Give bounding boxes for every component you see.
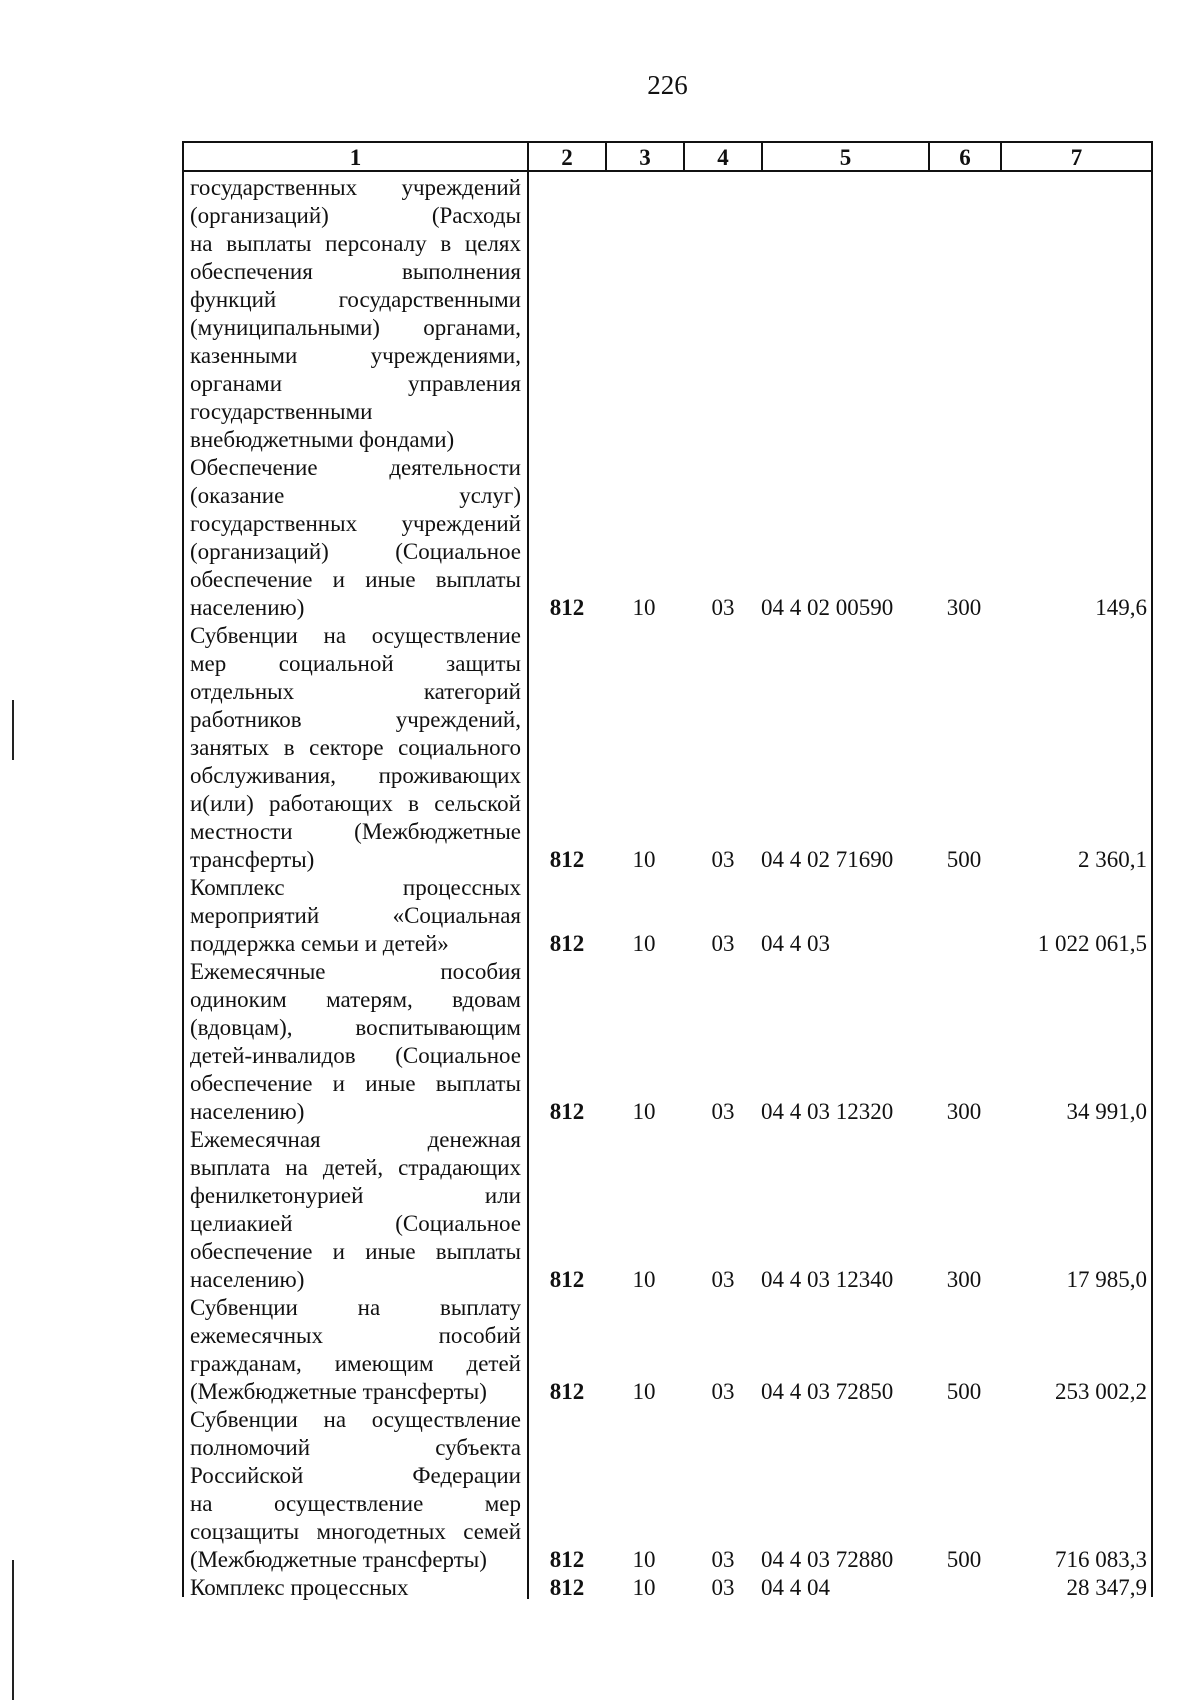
cell-c4: 03 <box>711 1379 735 1404</box>
description-line: населению) <box>190 595 305 620</box>
row-description <box>190 958 521 1126</box>
description-line: обеспечение и иные выплаты <box>190 567 521 592</box>
description-line: (муниципальными) органами, <box>190 315 521 340</box>
row-description <box>190 1574 521 1602</box>
header-cell-4: 4 <box>717 145 729 170</box>
cell-c3: 10 <box>632 1267 656 1292</box>
cell-c6: 300 <box>946 1267 982 1292</box>
cell-c6 <box>934 930 994 958</box>
cell-c6: 300 <box>946 595 982 620</box>
row-description <box>190 454 521 622</box>
cell-c4 <box>703 426 743 454</box>
scan-edge-mark <box>12 1560 14 1700</box>
cell-c5: 04 4 03 12340 <box>761 1267 894 1292</box>
description-line: населению) <box>190 1267 305 1292</box>
cell-c6 <box>934 426 994 454</box>
cell-c7: 2 360,1 <box>1078 847 1147 872</box>
description-line: мер социальной защиты <box>190 651 521 676</box>
description-line: детей-инвалидов (Социальное <box>190 1043 521 1068</box>
row-description <box>190 1126 521 1294</box>
cell-c2: 812 <box>549 1099 585 1124</box>
description-line: Ежемесячная денежная <box>190 1127 521 1152</box>
description-line: казенными учреждениями, <box>190 343 521 368</box>
cell-c4: 03 <box>711 1575 735 1600</box>
description-line: внебюджетными фондами) <box>190 427 455 452</box>
description-line: (вдовцам), воспитывающим <box>190 1015 521 1040</box>
cell-c4: 03 <box>711 1267 735 1292</box>
description-line: одиноким матерям, вдовам <box>190 987 521 1012</box>
cell-c7: 1 022 061,5 <box>1037 931 1147 956</box>
description-line: Обеспечение деятельности <box>190 455 521 480</box>
cell-c6: 300 <box>946 1099 982 1124</box>
row-description <box>190 174 521 454</box>
cell-c5: 04 4 03 <box>761 931 830 956</box>
header-cell-2: 2 <box>561 145 573 170</box>
cell-c5: 04 4 03 72850 <box>761 1379 894 1404</box>
description-line: выплата на детей, страдающих <box>190 1155 521 1180</box>
cell-c4: 03 <box>711 1099 735 1124</box>
cell-c4: 03 <box>711 847 735 872</box>
row-description <box>190 1294 521 1406</box>
description-line: отдельных категорий <box>190 679 521 704</box>
description-line: населению) <box>190 1099 305 1124</box>
cell-c3: 10 <box>632 847 656 872</box>
description-line: обеспечение и иные выплаты <box>190 1239 521 1264</box>
cell-c5: 04 4 02 00590 <box>761 595 894 620</box>
cell-c6: 500 <box>946 847 982 872</box>
description-line: государственными <box>190 399 373 424</box>
cell-c7: 17 985,0 <box>1066 1267 1147 1292</box>
description-line: Субвенции на осуществление <box>190 1407 521 1432</box>
description-line: мероприятий «Социальная <box>190 903 521 928</box>
cell-c4: 03 <box>711 1547 735 1572</box>
cell-c3 <box>624 426 664 454</box>
header-cell-3: 3 <box>639 145 651 170</box>
cell-c2: 812 <box>549 1267 585 1292</box>
cell-c6: 500 <box>946 1547 982 1572</box>
description-line: Субвенции на выплату <box>190 1295 521 1320</box>
cell-c2: 812 <box>549 847 585 872</box>
description-line: обеспечения выполнения <box>190 259 521 284</box>
cell-c7 <box>1004 426 1147 454</box>
cell-c7: 253 002,2 <box>1055 1379 1147 1404</box>
scan-edge-mark <box>12 700 14 760</box>
header-cell-1: 1 <box>349 145 362 170</box>
description-line: поддержка семьи и детей» <box>190 931 449 956</box>
description-line: фенилкетонурией или <box>190 1183 521 1208</box>
cell-c2: 812 <box>549 931 585 956</box>
cell-c3: 10 <box>632 1547 656 1572</box>
header-cell-5: 5 <box>839 145 852 170</box>
description-line: (организаций) (Социальное <box>190 539 521 564</box>
cell-c6 <box>934 1574 994 1602</box>
cell-c7: 28 347,9 <box>1066 1575 1147 1600</box>
description-line: гражданам, имеющим детей <box>190 1351 521 1376</box>
description-line: (организаций) (Расходы <box>190 203 521 228</box>
description-line: (Межбюджетные трансферты) <box>190 1547 487 1572</box>
cell-c3: 10 <box>632 1099 656 1124</box>
description-line: обслуживания, проживающих <box>190 763 521 788</box>
table-header-row <box>184 143 1151 172</box>
cell-c3: 10 <box>632 595 656 620</box>
description-line: государственных учреждений <box>190 511 521 536</box>
description-line: обеспечение и иные выплаты <box>190 1071 521 1096</box>
cell-c2: 812 <box>549 1575 585 1600</box>
description-line: трансферты) <box>190 847 315 872</box>
description-line: и(или) работающих в сельской <box>190 791 521 816</box>
cell-c2 <box>547 426 587 454</box>
description-line: Комплекс процессных <box>190 875 521 900</box>
column-divider <box>928 143 930 172</box>
cell-c5: 04 4 03 72880 <box>761 1547 894 1572</box>
description-line: государственных учреждений <box>190 175 521 200</box>
cell-c2: 812 <box>549 1547 585 1572</box>
cell-c4: 03 <box>711 595 735 620</box>
column-divider <box>761 143 763 172</box>
cell-c2: 812 <box>549 1379 585 1404</box>
description-line: занятых в секторе социального <box>190 735 521 760</box>
description-line: местности (Межбюджетные <box>190 819 521 844</box>
cell-c4: 03 <box>711 931 735 956</box>
description-line: (Межбюджетные трансферты) <box>190 1379 487 1404</box>
description-line: на осуществление мер <box>190 1491 521 1516</box>
header-cell-7: 7 <box>1070 145 1083 170</box>
cell-c3: 10 <box>632 1379 656 1404</box>
description-line: Комплекс процессных <box>190 1575 409 1600</box>
description-line: функций государственными <box>190 287 521 312</box>
column-divider <box>1000 143 1002 172</box>
budget-table <box>182 141 1153 1600</box>
cell-c5: 04 4 03 12320 <box>761 1099 894 1124</box>
cell-c5: 04 4 04 <box>761 1575 830 1600</box>
cell-c7: 149,6 <box>1095 595 1147 620</box>
description-line: Ежемесячные пособия <box>190 959 521 984</box>
description-line: (оказание услуг) <box>190 483 521 508</box>
description-line: соцзащиты многодетных семей <box>190 1519 521 1544</box>
column-divider <box>683 143 685 172</box>
column-divider <box>527 143 529 1599</box>
description-line: работников учреждений, <box>190 707 521 732</box>
description-line: органами управления <box>190 371 521 396</box>
cell-c7: 34 991,0 <box>1066 1099 1147 1124</box>
cell-c5: 04 4 02 71690 <box>761 847 894 872</box>
description-line: целиакией (Социальное <box>190 1211 521 1236</box>
cell-c6: 500 <box>946 1379 982 1404</box>
cell-c5 <box>761 426 961 454</box>
row-description <box>190 622 521 874</box>
row-description <box>190 874 521 958</box>
cell-c3: 10 <box>632 1575 656 1600</box>
column-divider <box>605 143 607 172</box>
cell-c2: 812 <box>549 595 585 620</box>
description-line: на выплаты персоналу в целях <box>190 231 521 256</box>
description-line: Субвенции на осуществление <box>190 623 521 648</box>
page-number: 226 <box>647 70 688 100</box>
description-line: полномочий субъекта <box>190 1435 521 1460</box>
cell-c7: 716 083,3 <box>1055 1547 1147 1572</box>
row-description <box>190 1406 521 1574</box>
header-cell-6: 6 <box>959 145 971 170</box>
description-line: Российской Федерации <box>190 1463 521 1488</box>
cell-c3: 10 <box>632 931 656 956</box>
description-line: ежемесячных пособий <box>190 1323 521 1348</box>
